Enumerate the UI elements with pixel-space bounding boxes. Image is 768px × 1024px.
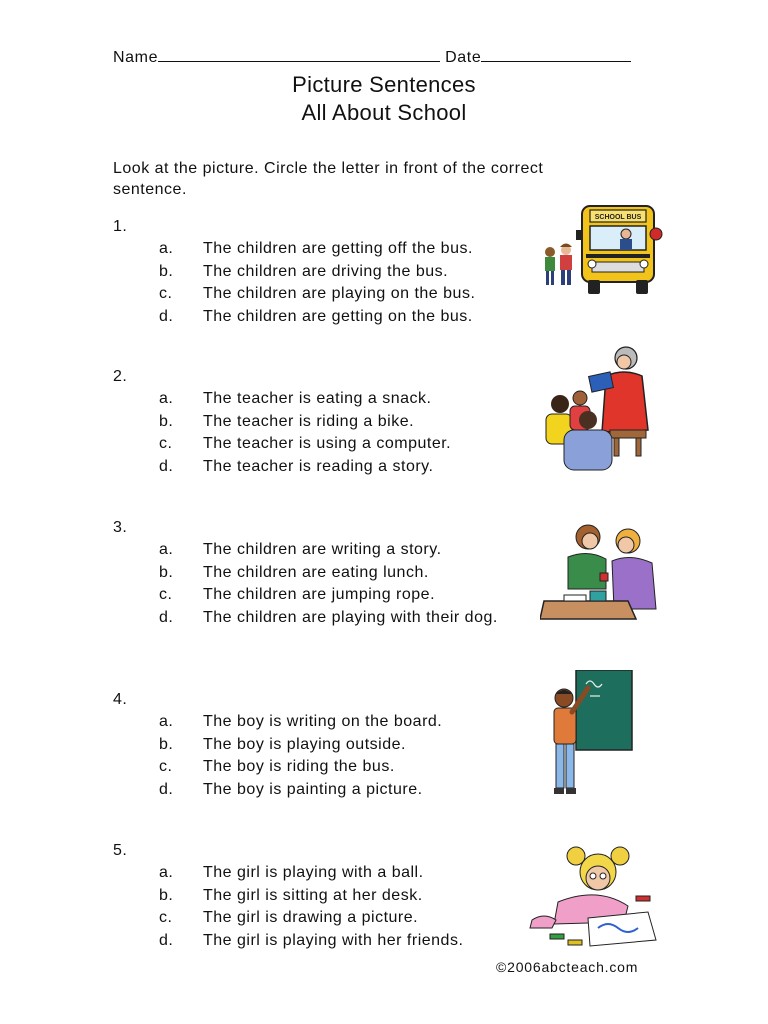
option-text: The boy is playing outside.	[203, 735, 406, 753]
question-4	[113, 691, 553, 803]
option-b[interactable]	[113, 263, 553, 286]
option-d[interactable]	[113, 609, 553, 632]
option-text: The children are playing on the bus.	[203, 285, 476, 302]
option-b[interactable]	[113, 887, 553, 910]
option-text: The teacher is riding a bike.	[203, 412, 415, 430]
boy-writing-board-illustration	[550, 670, 634, 798]
name-date-line	[113, 48, 631, 67]
question-1	[113, 218, 553, 330]
option-c[interactable]	[113, 435, 553, 458]
option-a[interactable]	[113, 541, 553, 564]
worksheet-title: Picture Sentences	[292, 72, 476, 97]
option-d[interactable]	[113, 781, 553, 804]
option-letter: d.	[159, 931, 174, 949]
option-text: The children are driving the bus.	[203, 262, 449, 280]
option-a[interactable]	[113, 713, 553, 736]
girl-drawing-illustration	[528, 842, 660, 948]
option-letter: a.	[159, 240, 174, 257]
option-text: The girl is playing with her friends.	[203, 931, 464, 949]
option-letter: c.	[159, 435, 173, 452]
option-b[interactable]	[113, 736, 553, 759]
question-number: 4.	[113, 691, 128, 708]
option-letter: d.	[159, 608, 174, 626]
question-number: 1.	[113, 218, 128, 235]
option-text: The children are getting on the bus.	[203, 307, 473, 325]
option-c[interactable]	[113, 285, 553, 308]
option-text: The children are getting off the bus.	[203, 240, 473, 257]
option-text: The boy is riding the bus.	[203, 758, 395, 775]
question-number: 2.	[113, 368, 128, 385]
option-letter: d.	[159, 307, 174, 325]
option-letter: d.	[159, 780, 174, 798]
option-text: The girl is sitting at her desk.	[203, 886, 423, 904]
option-text: The teacher is using a computer.	[203, 435, 452, 452]
option-letter: c.	[159, 285, 173, 302]
option-a[interactable]	[113, 864, 553, 887]
option-text: The children are playing with their dog.	[203, 608, 498, 626]
option-text: The boy is writing on the board.	[203, 713, 443, 730]
copyright-notice: ©2006abcteach.com	[496, 959, 639, 975]
option-d[interactable]	[113, 458, 553, 481]
option-c[interactable]	[113, 758, 553, 781]
option-letter: d.	[159, 457, 174, 475]
question-number: 3.	[113, 519, 128, 536]
option-b[interactable]	[113, 564, 553, 587]
option-letter: a.	[159, 713, 174, 730]
question-5	[113, 842, 553, 954]
option-letter: b.	[159, 735, 174, 753]
option-a[interactable]	[113, 240, 553, 263]
option-letter: c.	[159, 758, 173, 775]
option-text: The children are eating lunch.	[203, 563, 429, 581]
option-b[interactable]	[113, 413, 553, 436]
option-c[interactable]	[113, 909, 553, 932]
instructions: Look at the picture. Circle the letter in front of the correct sentence.	[113, 160, 544, 198]
option-text: The children are writing a story.	[203, 541, 442, 558]
question-number: 5.	[113, 842, 128, 859]
name-label: Name	[113, 49, 159, 66]
option-letter: b.	[159, 412, 174, 430]
date-blank	[481, 48, 631, 62]
worksheet-subtitle: All About School	[301, 100, 467, 125]
option-text: The girl is drawing a picture.	[203, 909, 419, 926]
option-text: The teacher is eating a snack.	[203, 390, 432, 407]
option-text: The girl is playing with a ball.	[203, 864, 424, 881]
option-letter: b.	[159, 563, 174, 581]
option-a[interactable]	[113, 390, 553, 413]
option-letter: a.	[159, 541, 174, 558]
option-text: The children are jumping rope.	[203, 586, 436, 603]
option-letter: b.	[159, 262, 174, 280]
school-bus-sign: SCHOOL BUS	[594, 214, 642, 221]
question-2	[113, 368, 553, 480]
option-c[interactable]	[113, 586, 553, 609]
children-writing-illustration	[540, 517, 662, 627]
option-d[interactable]	[113, 932, 553, 955]
date-label: Date	[445, 49, 482, 66]
option-letter: a.	[159, 390, 174, 407]
teacher-reading-illustration	[540, 340, 652, 478]
option-d[interactable]	[113, 308, 553, 331]
question-3	[113, 519, 553, 631]
option-letter: a.	[159, 864, 174, 881]
option-text: The teacher is reading a story.	[203, 457, 434, 475]
school-bus-illustration	[538, 200, 666, 296]
option-letter: b.	[159, 886, 174, 904]
name-blank	[158, 48, 440, 62]
option-letter: c.	[159, 909, 173, 926]
option-text: The boy is painting a picture.	[203, 780, 423, 798]
option-letter: c.	[159, 586, 173, 603]
